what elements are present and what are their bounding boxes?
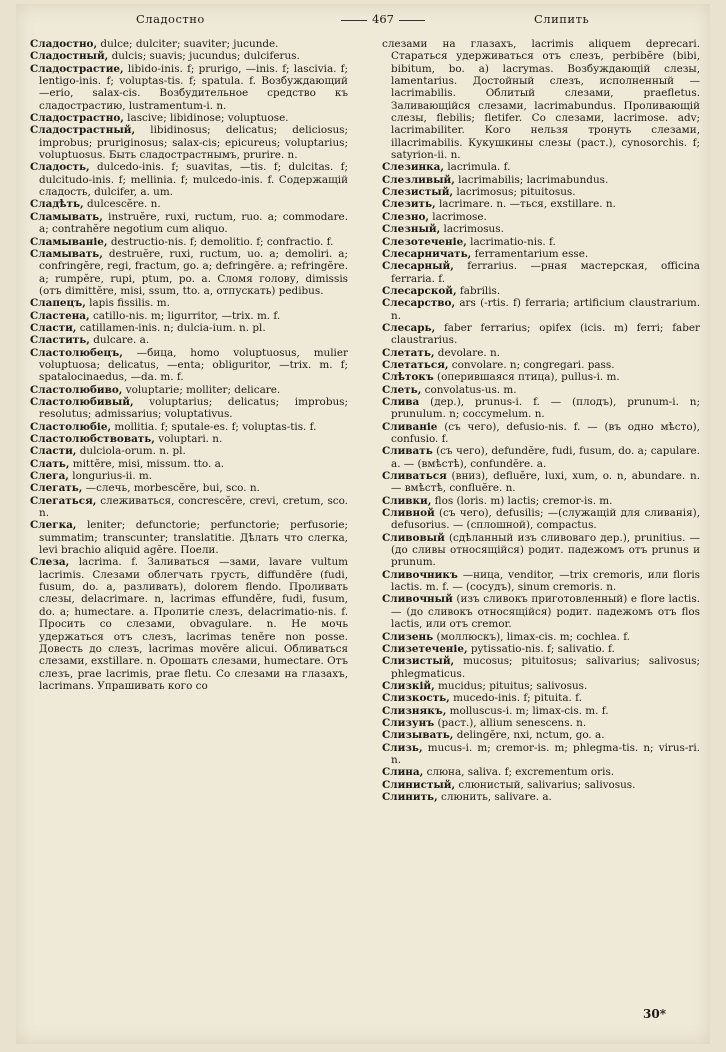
entry-headword: Слѣтокъ xyxy=(382,371,434,384)
entry-definition: (оперившаяся птица), pullus-i. m. xyxy=(433,371,620,384)
entry-headword: Слезистый, xyxy=(382,186,454,199)
entry-headword: Сладострастие, xyxy=(30,62,124,75)
entry-headword: Слинистый, xyxy=(382,778,456,791)
entry-headword: Слезить, xyxy=(382,198,436,211)
page-number: 467 xyxy=(372,12,394,26)
entry-definition: (вниз), defluĕre, luxi, xum, o. n, abundare. n. — вмѣстѣ, confluĕre. n. xyxy=(391,470,700,495)
entry-definition: (изъ сливокъ приготовленный) e flore lactis. — (до сливокъ относящійся) родит. падежомъ отъ flos lactis, или отъ cremor. xyxy=(391,593,700,631)
entry-definition: dulcescĕre. n. xyxy=(83,198,161,211)
entry-headword: Сливной xyxy=(382,507,435,520)
dictionary-entry xyxy=(30,297,348,309)
entry-definition: слеживаться, concrescĕre, crevi, cretum, sco. n. xyxy=(39,494,348,520)
dictionary-entry xyxy=(30,112,348,124)
entry-headword: Слезный, xyxy=(382,223,441,236)
entry-headword: Сливки, xyxy=(382,494,432,507)
dictionary-entry xyxy=(382,421,700,446)
entry-definition: devolare. n. xyxy=(434,346,500,359)
entry-definition: faber ferrarius; opifex (icis. m) ferri; faber claustrarius. xyxy=(391,321,700,347)
entry-headword: Слесарный, xyxy=(382,260,454,273)
header-rule-left xyxy=(341,20,367,21)
dictionary-entry xyxy=(382,161,700,173)
entry-headword: Сливовый xyxy=(382,531,445,544)
entry-definition: (съ чего), defusilis; —(служащій для сливанія), defusorius. — (сплошной), compactus. xyxy=(391,507,700,532)
right-column xyxy=(382,38,700,803)
entry-headword: Слизетеченіе, xyxy=(382,642,468,655)
entry-definition: catillo-nis. m; ligurritor, —trix. m. f. xyxy=(89,309,281,322)
entry-headword: Сластолюбствовать, xyxy=(30,433,155,445)
dictionary-entry xyxy=(382,742,700,767)
entry-definition: (моллюскъ), limax-cis. m; cochlea. f. xyxy=(433,630,630,643)
dictionary-entry xyxy=(382,236,700,248)
dictionary-entry xyxy=(30,347,348,384)
entry-definition: (раст.), allium senescens. n. xyxy=(434,716,587,729)
dictionary-entry xyxy=(30,458,348,470)
entry-definition: voluptari. n. xyxy=(154,433,223,445)
entry-headword: Слапецъ, xyxy=(30,297,86,310)
entry-headword: Сластолюбіе, xyxy=(30,420,112,433)
dictionary-page xyxy=(16,4,710,1044)
entry-definition: lacrimare. n. —ться, exstillare. n. xyxy=(435,198,616,211)
entry-headword: Сламывать, xyxy=(30,210,103,223)
entry-definition: ferramentarium esse. xyxy=(471,247,589,260)
entry-headword: Слизень xyxy=(382,630,434,643)
entry-definition: leniter; defunctorie; perfunctorie; perfusorie; summatim; transcunter; translatitie. Дѣлать что слегка, levi brachio aliquid agĕre. Поели. xyxy=(39,519,348,557)
entry-headword: Сламываніе, xyxy=(30,235,108,248)
entry-definition: flos (loris. m) lactis; cremor-is. m. xyxy=(431,494,613,507)
entry-definition: convolatus-us. m. xyxy=(421,383,517,396)
dictionary-entry xyxy=(382,655,700,680)
entry-headword: Слизывать, xyxy=(382,729,454,742)
entry-definition: mittĕre, misi, missum. tto. a. xyxy=(69,457,225,470)
dictionary-entry xyxy=(382,680,700,692)
entry-headword: Сливочный xyxy=(382,593,453,606)
dictionary-entry xyxy=(30,334,348,346)
dictionary-entry xyxy=(382,174,700,186)
entry-definition: —бица, homo voluptuosus, mulier voluptuosa; delicatus, —enta; obliguritor, —trix. m. f; spatalocinaedus, —da. m. f. xyxy=(39,346,348,384)
dictionary-entry xyxy=(382,285,700,297)
entry-headword: Сладострастно, xyxy=(30,112,124,125)
entry-headword: Слизистый, xyxy=(382,655,455,668)
entry-definition: (съ чего), defusio-nis. f. — (въ одно мѣсто), confusio. f. xyxy=(391,420,700,445)
entry-definition: destruĕre, ruxi, ructum, uo. a; demoliri. a; confringĕre, regi, fractum, go. a; defringĕre. a; refringĕre. a; rumpĕre, rupi, ptum, po. a. Сломя голову, dimissis (отъ dimittĕre, misi, ssum, tto. a, отпускать) pedibus. xyxy=(39,247,348,297)
entry-definition: dulcis; suavis; jucundus; dulciferus. xyxy=(108,50,300,63)
entry-headword: Сливать xyxy=(382,445,433,458)
dictionary-entry xyxy=(382,593,700,630)
entry-definition: dulciola-orum. n. pl. xyxy=(76,445,186,458)
entry-headword: Сластолюбиво, xyxy=(30,383,123,396)
entry-headword: Слезливый, xyxy=(382,173,455,186)
dictionary-entry xyxy=(382,211,700,223)
entry-definition: convolare. n; congregari. pass. xyxy=(448,358,615,371)
dictionary-entry xyxy=(30,63,348,112)
entry-definition: lapis fissilis. m. xyxy=(85,297,170,310)
entry-headword: Слетать, xyxy=(382,346,435,359)
entry-definition: libidinosus; delicatus; deliciosus; improbus; pruriginosus; salax-cis; epicureus; voluptarius; voluptuosus. Быть сладострастнымъ, prurire. n. xyxy=(39,124,348,162)
entry-definition: pytissatio-nis. f; salivatio. f. xyxy=(467,642,615,655)
entry-definition: mucus-i. m; cremor-is. m; phlegma-tis. n; virus-ri. n. xyxy=(391,741,700,766)
dictionary-entry xyxy=(382,643,700,655)
entry-headword: Слетаться, xyxy=(382,358,449,371)
entry-definition: —слечь, morbescĕre, bui, sco. n. xyxy=(82,482,260,495)
entry-headword: Слизнякъ, xyxy=(382,704,447,717)
entry-headword: Сласти, xyxy=(30,321,77,334)
dictionary-entry xyxy=(382,198,700,210)
entry-definition: voluptarius; delicatus; improbus; resolutus; admissarius; voluptativus. xyxy=(39,395,348,421)
entry-headword: Слеза, xyxy=(30,556,70,569)
dictionary-entry xyxy=(382,248,700,260)
entry-headword: Слегаться, xyxy=(30,494,97,507)
entry-definition: lascive; libidinose; voluptuose. xyxy=(123,112,289,125)
entry-headword: Слегать, xyxy=(30,482,83,495)
dictionary-entry xyxy=(382,297,700,322)
entry-headword: Слегка, xyxy=(30,519,77,532)
dictionary-entry xyxy=(30,384,348,396)
dictionary-entry xyxy=(382,729,700,741)
entry-headword: Сладостно, xyxy=(30,38,98,50)
dictionary-entry xyxy=(30,519,348,556)
entry-headword: Сластить, xyxy=(30,334,90,347)
entry-definition: слюнистый, salivarius; salivosus. xyxy=(455,778,636,791)
entry-definition: delingĕre, nxi, nctum, go. a. xyxy=(453,729,605,742)
entry-definition: destructio-nis. f; demolitio. f; confractio. f. xyxy=(107,235,334,248)
signature-mark: 30* xyxy=(643,1007,666,1021)
dictionary-entry xyxy=(30,470,348,482)
entry-headword: Слега, xyxy=(30,470,69,483)
left-column xyxy=(30,38,348,692)
entry-headword: Слизкій, xyxy=(382,679,435,692)
entry-headword: Сливаться xyxy=(382,470,447,483)
entry-definition: dulcare. a. xyxy=(89,334,150,347)
dictionary-entry xyxy=(30,322,348,334)
entry-definition: mucedo-inis. f; pituita. f. xyxy=(449,692,582,705)
dictionary-entry xyxy=(30,445,348,457)
dictionary-entry xyxy=(382,445,700,470)
entry-headword: Сластолюбецъ, xyxy=(30,346,123,359)
dictionary-entry xyxy=(30,433,348,445)
entry-definition: lacrimabilis; lacrimabundus. xyxy=(454,173,609,186)
entry-definition: mucidus; pituitus; salivosus. xyxy=(434,679,588,692)
entry-definition: dulce; dulciter; suaviter; jucunde. xyxy=(97,38,279,50)
header-rule-right xyxy=(399,20,425,21)
header-right-word: Слипить xyxy=(534,12,590,26)
running-header xyxy=(36,12,690,34)
entry-definition: instruĕre, ruxi, ructum, ruo. a; commodare. a; contrahĕre negotium cum aliquo. xyxy=(39,210,348,236)
entry-definition: слюна, saliva. f; excrementum oris. xyxy=(423,766,615,779)
dictionary-entry xyxy=(382,186,700,198)
dictionary-entry xyxy=(382,371,700,383)
dictionary-entry xyxy=(382,223,700,235)
dictionary-entry xyxy=(382,470,700,495)
entry-headword: Слинить, xyxy=(382,790,438,803)
entry-headword: Слеть, xyxy=(382,383,422,396)
dictionary-entry xyxy=(30,161,348,198)
entry-headword: Сладостный, xyxy=(30,50,109,63)
entry-headword: Сладость, xyxy=(30,161,90,174)
entry-headword: Сламывать, xyxy=(30,247,103,260)
header-page-number xyxy=(336,12,430,26)
entry-definition: lacrimosus. xyxy=(440,223,504,236)
dictionary-entry xyxy=(30,50,348,62)
entry-definition: dulcedo-inis. f; suavitas, —tis. f; dulcitas. f; dulcitudo-inis. f; mellinia. f; mulcedo-inis. f. Содержащій сладость, dulcifer, a. um. xyxy=(39,161,348,199)
entry-headword: Сладѣть, xyxy=(30,198,84,211)
entry-headword: Слезно, xyxy=(382,210,429,223)
entry-definition: lacrimosus; pituitosus. xyxy=(453,186,576,199)
entry-definition: слюнить, salivare. a. xyxy=(437,790,552,803)
entry-definition: (съ чего), defundĕre, fudi, fusum, do. a; capulare. a. — (вмѣстѣ), confundĕre. a. xyxy=(391,445,700,470)
entry-headword: Слезинка, xyxy=(382,161,445,174)
entry-definition: слезами на глазахъ, lacrimis aliquem deprecari. Стараться удерживаться отъ слезъ, perbibĕre (bibi, bibitum, bo. a) lacrymas. Возбуждающій слезы, lamentarius. Достойный слезъ, исполненный — lacrimabilis. Облитый слезами, praefletus. Заливающійся слезами, lacrimabundus. Проливающій слезы, flebilis; fletifer. Со слезами, lacrimose. adv; lacrimabiliter. Кого нельзя тронуть слезами, illacrimabilis. Кукушкины слезы (раст.), cynosorchis. f; satyrion-ii. n. xyxy=(382,38,700,162)
entry-headword: Слизунъ xyxy=(382,716,435,729)
dictionary-entry xyxy=(382,569,700,594)
entry-definition: lacrimula. f. xyxy=(444,161,511,174)
entry-headword: Сласти, xyxy=(30,445,77,458)
entry-headword: Слесарской, xyxy=(382,284,457,297)
dictionary-entry xyxy=(30,198,348,210)
entry-definition: fabrilis. xyxy=(456,284,501,297)
entry-headword: Сластена, xyxy=(30,309,90,322)
dictionary-entry xyxy=(382,507,700,532)
dictionary-entry xyxy=(382,532,700,569)
dictionary-entry xyxy=(30,482,348,494)
entry-headword: Слива xyxy=(382,395,420,408)
entry-definition: lacrimose. xyxy=(429,210,487,223)
entry-definition: lacrimatio-nis. f. xyxy=(466,235,556,248)
entry-headword: Слезотеченіе, xyxy=(382,235,467,248)
entry-definition: ferrarius. —рная мастерская, officina ferraria. f. xyxy=(391,260,700,285)
dictionary-entry xyxy=(30,236,348,248)
dictionary-entry xyxy=(382,692,700,704)
dictionary-entry xyxy=(30,495,348,520)
entry-definition: (сдѣланный изъ сливоваго дер.), prunitius. — (до сливы относящійся) родит. падежомъ отъ prunus и prunum. xyxy=(391,531,700,569)
entry-headword: Слесарничать, xyxy=(382,247,472,260)
entry-definition: lacrima. f. Заливаться —зами, lavare vultum lacrimis. Слезами облегчать грусть, diffundĕre (fudi, fusum, do. a, разливать), dolorem flendo. Проливать слезы, delacrimare. n, lacrimas effundĕre, fudi, fusum, do. a; humectare. a. Пролитіе слезъ, delacrimatio-nis. f. Просить со слезами, obvagulare. n. Не мочь удержаться отъ слезъ, lacrimas tenĕre non posse. Довесть до слезъ, lacrimas movĕre alicui. Обливаться слезами, exstillare. n. Орошать слезами, humectare. Отъ слезъ, prae lacrimis, prae fletu. Со слезами на глазахъ, lacrimans. Упрашивать кого со xyxy=(39,556,348,692)
dictionary-entry xyxy=(382,260,700,285)
entry-definition: (дер.), prunus-i. f. — (плодъ), prunum-i. n; prunulum. n; coccymelum. n. xyxy=(391,395,700,421)
dictionary-entry xyxy=(382,396,700,421)
entry-headword: Сливочникъ xyxy=(382,568,458,581)
entry-headword: Слизь, xyxy=(382,741,423,754)
dictionary-entry xyxy=(382,359,700,371)
dictionary-entry xyxy=(382,384,700,396)
entry-definition: voluptarie; molliter; delicare. xyxy=(122,383,281,396)
dictionary-entry xyxy=(382,766,700,778)
entry-definition: mucosus; pituitosus; salivarius; salivosus; phlegmaticus. xyxy=(391,655,700,680)
dictionary-entry xyxy=(382,631,700,643)
entry-headword: Сладострастный, xyxy=(30,124,136,137)
entry-headword: Сластолюбивый, xyxy=(30,395,134,408)
dictionary-entry xyxy=(30,124,348,161)
dictionary-entry xyxy=(30,556,348,692)
dictionary-entry xyxy=(382,717,700,729)
entry-definition: longurius-ii. m. xyxy=(68,470,153,483)
entry-definition: libido-inis. f; prurigo, —inis. f; lascivia. f; lentigo-inis. f; voluptas-tis. f; spatula. f. Возбуждающий —erio, salax-cis. Возбудительное средство къ сладострастию, lustramentum-i. n. xyxy=(39,62,348,112)
entry-definition: —ница, venditor, —trix cremoris, или floris lactis. m. f. — (сосудъ), sinum cremoris. n. xyxy=(391,568,700,594)
entry-headword: Слать, xyxy=(30,457,70,470)
entry-headword: Слесарство, xyxy=(382,297,456,310)
entry-definition: ars (-rtis. f) ferraria; artificium claustrarium. n. xyxy=(391,297,700,322)
dictionary-entry xyxy=(382,495,700,507)
entry-definition: molluscus-i. m; limax-cis. m. f. xyxy=(446,704,609,717)
entry-headword: Сливаніе xyxy=(382,420,438,433)
dictionary-entry xyxy=(30,211,348,236)
dictionary-entry xyxy=(30,310,348,322)
dictionary-entry xyxy=(382,779,700,791)
entry-headword: Слизкость, xyxy=(382,692,450,705)
entry-definition: mollitia. f; sputale-es. f; voluptas-tis. f. xyxy=(111,420,317,433)
entry-headword: Слесарь, xyxy=(382,321,436,334)
entry-headword: Слина, xyxy=(382,766,424,779)
entry-definition: catillamen-inis. n; dulcia-ium. n. pl. xyxy=(76,321,266,334)
dictionary-entry xyxy=(382,791,700,803)
header-left-word: Сладостно xyxy=(136,12,205,26)
dictionary-entry xyxy=(382,322,700,347)
dictionary-entry xyxy=(382,705,700,717)
dictionary-entry xyxy=(382,347,700,359)
dictionary-entry xyxy=(30,38,348,50)
dictionary-entry xyxy=(30,396,348,421)
dictionary-entry xyxy=(382,38,700,161)
dictionary-entry xyxy=(30,421,348,433)
dictionary-entry xyxy=(30,248,348,297)
